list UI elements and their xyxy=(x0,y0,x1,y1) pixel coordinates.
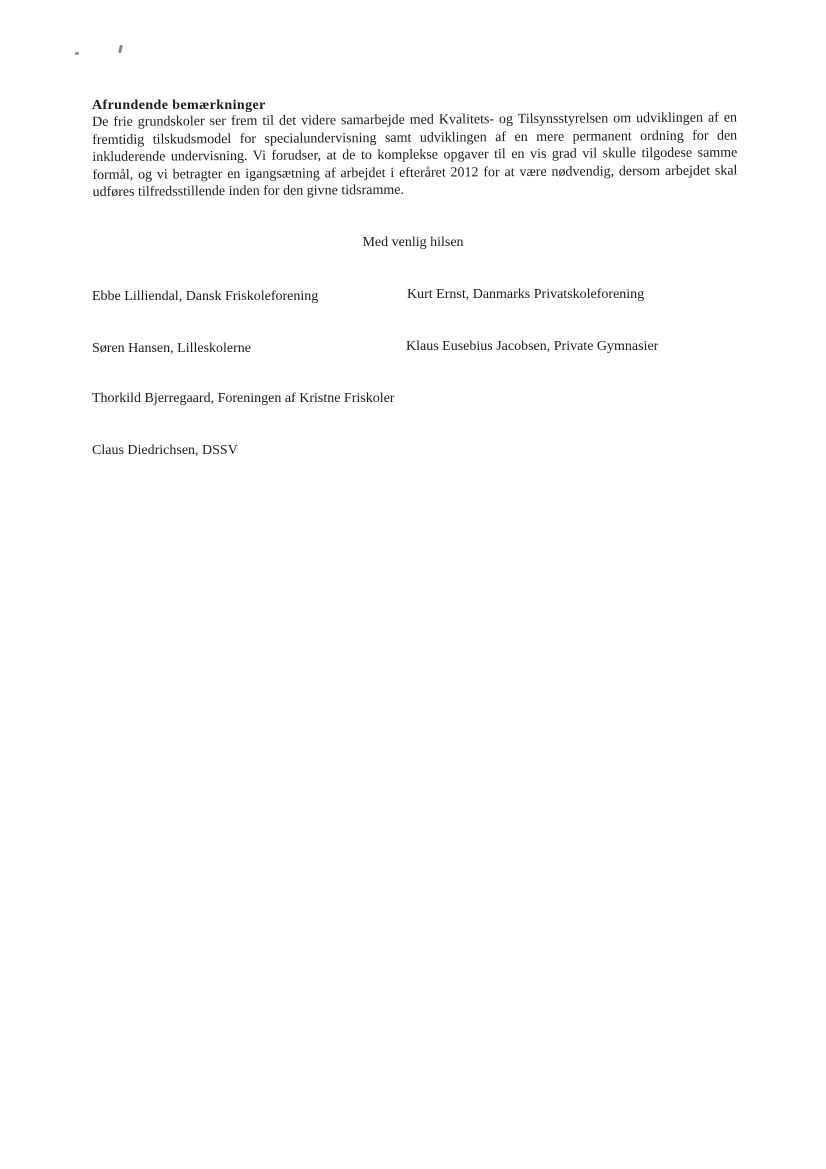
signatory-name: Thorkild Bjerregaard, Foreningen af Kristne Friskoler xyxy=(92,391,395,406)
scan-speck xyxy=(118,45,123,53)
section-heading: Afrundende bemærkninger xyxy=(92,98,266,113)
signatory-name: Søren Hansen, Lilleskolerne xyxy=(92,341,252,356)
closing-salutation: Med venlig hilsen xyxy=(362,235,464,250)
signatory-name: Klaus Eusebius Jacobsen, Private Gymnasier xyxy=(406,339,659,354)
signatory-name: Claus Diedrichsen, DSSV xyxy=(92,443,238,458)
body-paragraph: De frie grundskoler ser frem til det videre samarbejde med Kvalitets- og Tilsynsstyrelsen om udviklingen af en fremtidig tilskudsmodel for specialundervisning samt udviklingen af en mere permanent ordning for den inkluderende undervisning. Vi forudser, at de to komplekse opgaver til en vis grad vil skulle tilgodese samme formål, og vi betragter en igangsætning af arbejdet i efteråret 2012 for at være nødvendig, dersom arbejdet skal udføres tilfredsstillende inden for den givne tidsramme. xyxy=(92,110,738,200)
signatory-name: Ebbe Lilliendal, Dansk Friskoleforening xyxy=(92,289,319,304)
scan-speck xyxy=(75,52,79,55)
signatory-name: Kurt Ernst, Danmarks Privatskoleforening xyxy=(407,287,645,302)
